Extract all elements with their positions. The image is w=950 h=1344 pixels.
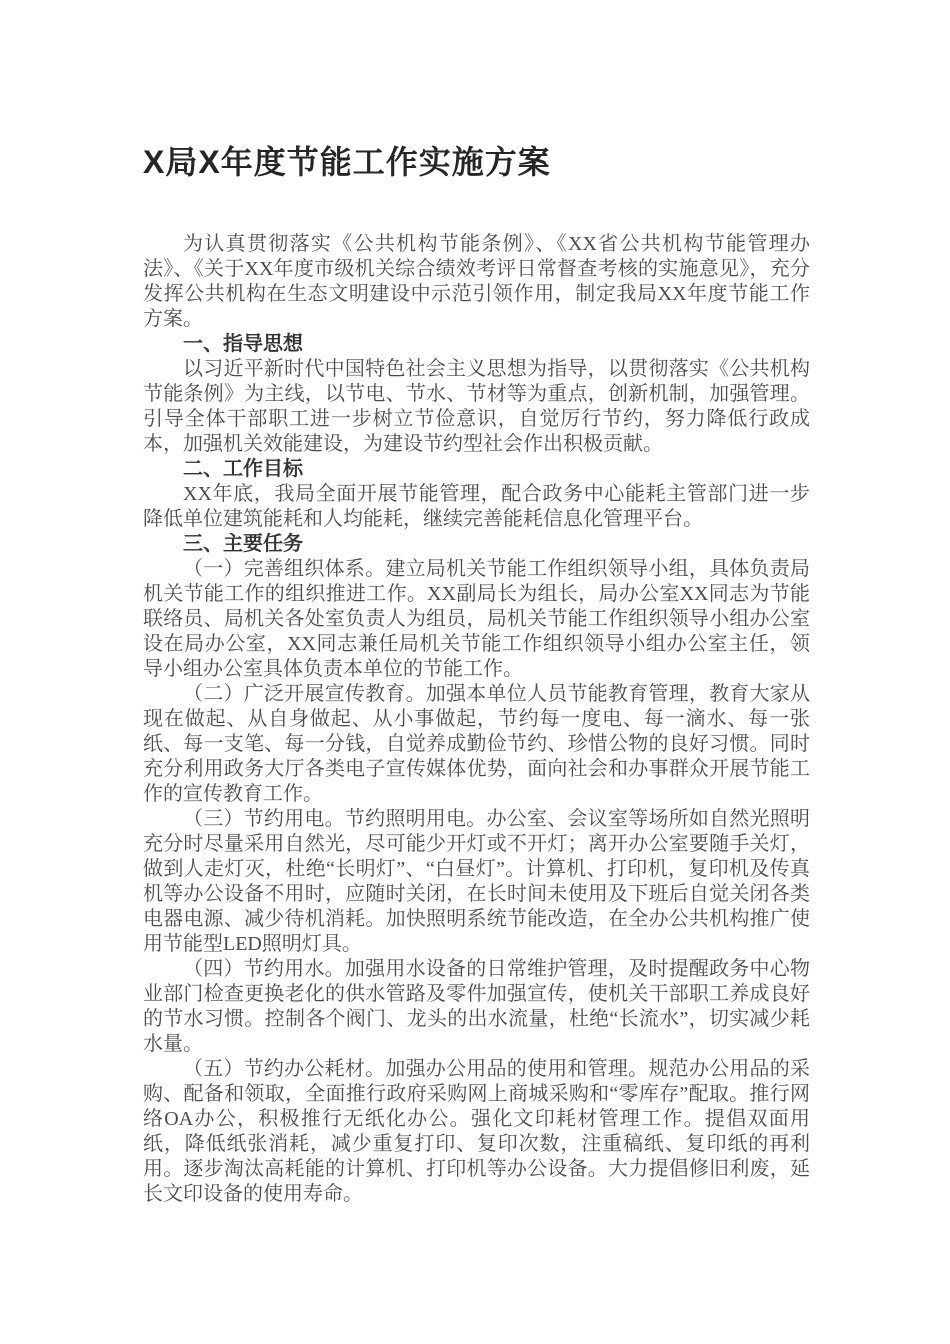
body-paragraph-task-4: （四）节约用水。加强用水设备的日常维护管理，及时提醒政务中心物业部门检查更换老化的供水管路及零件加强宣传，使机关干部职工养成良好的节水习惯。控制各个阀门、龙头的出水流量，杜绝“长流水”，切实减少耗水量。 bbox=[143, 958, 810, 1055]
section-heading-work-goals: 二、工作目标 bbox=[183, 458, 303, 480]
intro-paragraph: 为认真贯彻落实《公共机构节能条例》、《XX省公共机构节能管理办法》、《关于XX年度市级机关综合绩效考评日常督查考核的实施意见》，充分发挥公共机构在生态文明建设中示范引领作用，制定我局XX年度节能工作方案。 bbox=[143, 233, 810, 330]
document-body bbox=[143, 232, 810, 1207]
body-paragraph: XX年底，我局全面开展节能管理，配合政务中心能耗主管部门进一步降低单位建筑能耗和人均能耗，继续完善能耗信息化管理平台。 bbox=[143, 483, 810, 530]
body-paragraph-task-5: （五）节约办公耗材。加强办公用品的使用和管理。规范办公用品的采购、配备和领取，全面推行政府采购网上商城采购和“零库存”配取。推行网络OA办公，积极推行无纸化办公。强化文印耗材管理工作。提倡双面用纸，降低纸张消耗，减少重复打印、复印次数，注重稿纸、复印纸的再利用。逐步淘汰高耗能的计算机、打印机等办公设备。大力提倡修旧利废，延长文印设备的使用寿命。 bbox=[143, 1058, 810, 1205]
section-heading-main-tasks: 三、主要任务 bbox=[183, 533, 303, 555]
body-paragraph-task-2: （二）广泛开展宣传教育。加强本单位人员节能教育管理，教育大家从现在做起、从自身做起、从小事做起，节约每一度电、每一滴水、每一张纸、每一支笔、每一分钱，自觉养成勤俭节约、珍惜公物的良好习惯。同时充分利用政务大厅各类电子宣传媒体优势，面向社会和办事群众开展节能工作的宣传教育工作。 bbox=[143, 683, 810, 805]
section-heading-guiding-ideology: 一、指导思想 bbox=[183, 333, 303, 355]
body-paragraph-task-3: （三）节约用电。节约照明用电。办公室、会议室等场所如自然光照明充分时尽量采用自然光，尽可能少开灯或不开灯；离开办公室要随手关灯，做到人走灯灭，杜绝“长明灯”、“白昼灯”。计算机、打印机，复印机及传真机等办公设备不用时，应随时关闭，在长时间未使用及下班后自觉关闭各类电器电源、减少待机消耗。加快照明系统节能改造，在全办公共机构推广使用节能型LED照明灯具。 bbox=[143, 808, 810, 955]
document-title: X局X年度节能工作实施方案 bbox=[143, 144, 551, 180]
body-paragraph-task-1: （一）完善组织体系。建立局机关节能工作组织领导小组，具体负责局机关节能工作的组织推进工作。XX副局长为组长，局办公室XX同志为节能联络员、局机关各处室负责人为组员，局机关节能工作组织领导小组办公室设在局办公室，XX同志兼任局机关节能工作组织领导小组办公室主任，领导小组办公室具体负责本单位的节能工作。 bbox=[143, 558, 810, 680]
body-paragraph: 以习近平新时代中国特色社会主义思想为指导，以贯彻落实《公共机构节能条例》为主线，以节电、节水、节材等为重点，创新机制，加强管理。引导全体干部职工进一步树立节俭意识，自觉厉行节约，努力降低行政成本，加强机关效能建设，为建设节约型社会作出积极贡献。 bbox=[143, 358, 810, 455]
